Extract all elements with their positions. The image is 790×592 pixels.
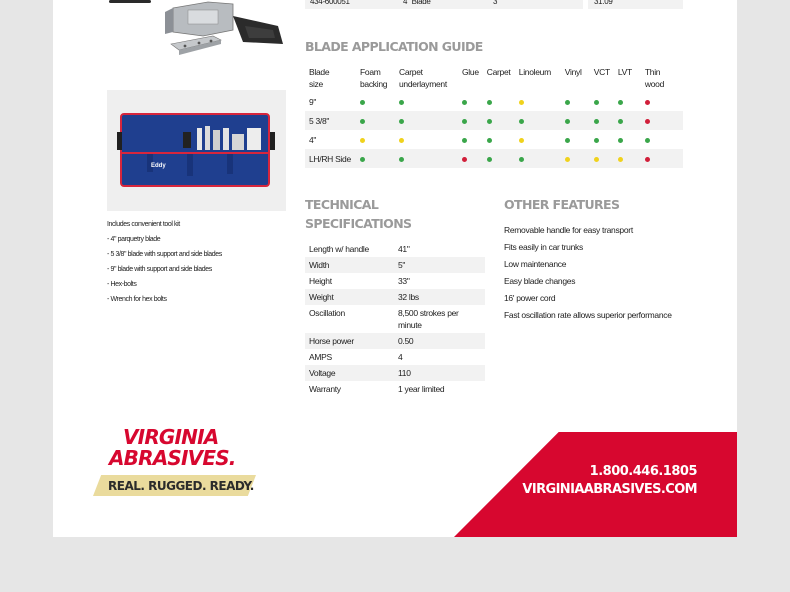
spec-label: Horse power [305,333,394,349]
spec-row [305,273,485,289]
top-cell-qty: 3 [493,0,498,6]
red-dot-icon [645,119,650,124]
specs-table [305,241,485,397]
features-list [504,224,684,326]
brand-logo [93,426,259,498]
suitability-cell [356,111,395,130]
green-dot-icon [487,119,492,124]
brand-name-line1: VIRGINIA [123,425,219,449]
suitability-cell [483,92,515,111]
suitability-cell [561,92,590,111]
blade-size-cell: LH/RH Side [305,149,356,168]
green-dot-icon [360,119,365,124]
tool-kit-image [107,90,286,211]
top-cell-sku: 434-600051 [310,0,350,6]
blade-guide-heading: BLADE APPLICATION GUIDE [305,39,483,54]
feature-item: 16' power cord [504,293,556,303]
suitability-cell [561,149,590,168]
blade-guide-row [305,92,683,111]
yellow-dot-icon [594,157,599,162]
spec-row [305,349,485,365]
spec-label: Length w/ handle [309,244,369,254]
col-header-carpet: Carpet [486,67,511,77]
spec-label: Width [305,257,394,273]
suitability-cell [515,92,561,111]
col-header-thin-wood: Thin wood [644,67,664,89]
spec-row [305,381,485,397]
feature-item: Removable handle for easy transport [504,225,633,235]
red-dot-icon [462,157,467,162]
suitability-cell [458,92,483,111]
green-dot-icon [462,138,467,143]
col-header-lvt: LVT [617,67,632,77]
blade-guide-row [305,130,683,149]
specs-heading [305,195,411,233]
spec-value: 33" [398,276,410,286]
specs-heading-line2: SPECIFICATIONS [305,216,412,231]
spec-row [305,241,485,257]
spec-row [305,305,485,333]
green-dot-icon [594,119,599,124]
suitability-cell [515,130,561,149]
feature-item: Fits easily in car trunks [504,242,583,252]
blade-guide-header-row [305,64,683,92]
suitability-cell [515,149,561,168]
spec-label: Height [309,276,332,286]
col-header-linoleum: Linoleum [518,67,551,77]
blade-size-cell: 4" [309,134,317,145]
green-dot-icon [360,157,365,162]
spec-label: Weight [305,289,394,305]
feature-item: Low maintenance [504,259,567,269]
spec-label: AMPS [309,352,332,362]
suitability-cell [395,92,458,111]
contact-website[interactable]: VIRGINIAABRASIVES.COM [522,482,697,497]
suitability-cell [614,149,641,168]
green-dot-icon [618,119,623,124]
suitability-cell [483,149,515,168]
spec-row [305,365,485,381]
features-heading: OTHER FEATURES [504,197,620,212]
col-header-glue: Glue [462,67,479,77]
spec-label: Warranty [309,384,341,394]
kit-item: - Hex-bolts [107,281,137,288]
blade-size-cell: 5 3/8" [305,111,356,130]
suitability-cell [641,149,683,168]
suitability-cell [561,130,590,149]
spec-row [305,289,485,305]
specs-heading-line1: TECHNICAL [305,197,379,212]
spec-value: 8,500 strokes per minute [398,308,459,330]
feature-item: Fast oscillation rate allows superior performance [504,310,672,320]
product-image-machine [103,0,288,62]
blade-guide-row [305,111,683,130]
kit-description [107,217,287,307]
blade-guide-row [305,149,683,168]
red-dot-icon [645,100,650,105]
green-dot-icon [565,138,570,143]
spec-label: Oscillation [309,308,345,318]
green-dot-icon [487,100,492,105]
col-header-blade-size: Blade size [309,67,330,89]
suitability-cell [614,130,641,149]
suitability-cell [515,111,561,130]
suitability-cell [641,92,683,111]
green-dot-icon [565,100,570,105]
suitability-cell [590,111,614,130]
yellow-dot-icon [399,138,404,143]
suitability-cell [356,149,395,168]
suitability-cell [641,111,683,130]
suitability-cell [395,130,458,149]
brand-name-line2: ABRASIVES. [109,446,236,470]
spec-value: 4 [398,352,403,362]
kit-item: - 9" blade with support and side blades [107,266,212,273]
suitability-cell [356,130,395,149]
kit-item: - Wrench for hex bolts [107,296,167,303]
green-dot-icon [399,157,404,162]
spec-value: 110 [394,365,485,381]
spec-value: 32 lbs [394,289,485,305]
green-dot-icon [565,119,570,124]
suitability-cell [590,149,614,168]
suitability-cell [590,92,614,111]
suitability-cell [483,130,515,149]
suitability-cell [458,111,483,130]
feature-item: Easy blade changes [504,276,576,286]
green-dot-icon [645,138,650,143]
green-dot-icon [462,100,467,105]
spec-value: 0.50 [394,333,485,349]
blade-size-cell: 9" [309,96,317,107]
green-dot-icon [399,119,404,124]
blade-guide-table [305,64,683,168]
suitability-cell [395,111,458,130]
suitability-cell [458,149,483,168]
brand-tagline: REAL. RUGGED. READY. [108,479,254,493]
col-header-vct: VCT [593,67,610,77]
suitability-cell [458,130,483,149]
yellow-dot-icon [519,100,524,105]
suitability-cell [590,130,614,149]
green-dot-icon [594,138,599,143]
green-dot-icon [519,157,524,162]
green-dot-icon [487,157,492,162]
kit-bag-label: Eddy [151,163,166,169]
suitability-cell [483,111,515,130]
top-cell-blade: 4" Blade [403,0,431,6]
yellow-dot-icon [360,138,365,143]
kit-intro: Includes convenient tool kit [107,221,180,228]
green-dot-icon [618,138,623,143]
spec-value: 1 year limited [398,384,445,394]
suitability-cell [614,111,641,130]
spec-row [305,257,485,273]
brochure-page [53,0,737,537]
col-header-carpet-underlayment: Carpet underlayment [399,67,447,89]
kit-item: - 5 3/8" blade with support and side blades [107,251,222,258]
green-dot-icon [399,100,404,105]
yellow-dot-icon [618,157,623,162]
spec-value: 41" [398,244,410,254]
green-dot-icon [618,100,623,105]
suitability-cell [641,130,683,149]
yellow-dot-icon [519,138,524,143]
col-header-vinyl: Vinyl [564,67,582,77]
green-dot-icon [360,100,365,105]
suitability-cell [614,92,641,111]
kit-item: - 4" parquetry blade [107,236,161,243]
spec-label: Voltage [305,365,394,381]
suitability-cell [395,149,458,168]
suitability-cell [561,111,590,130]
red-dot-icon [645,157,650,162]
contact-phone[interactable]: 1.800.446.1805 [589,464,697,479]
spec-row [305,333,485,349]
green-dot-icon [519,119,524,124]
suitability-cell [356,92,395,111]
col-header-foam-backing: Foam backing [360,67,388,89]
green-dot-icon [462,119,467,124]
top-cell-price: 31.09 [594,0,613,6]
yellow-dot-icon [565,157,570,162]
spec-value: 5" [394,257,485,273]
green-dot-icon [594,100,599,105]
green-dot-icon [487,138,492,143]
